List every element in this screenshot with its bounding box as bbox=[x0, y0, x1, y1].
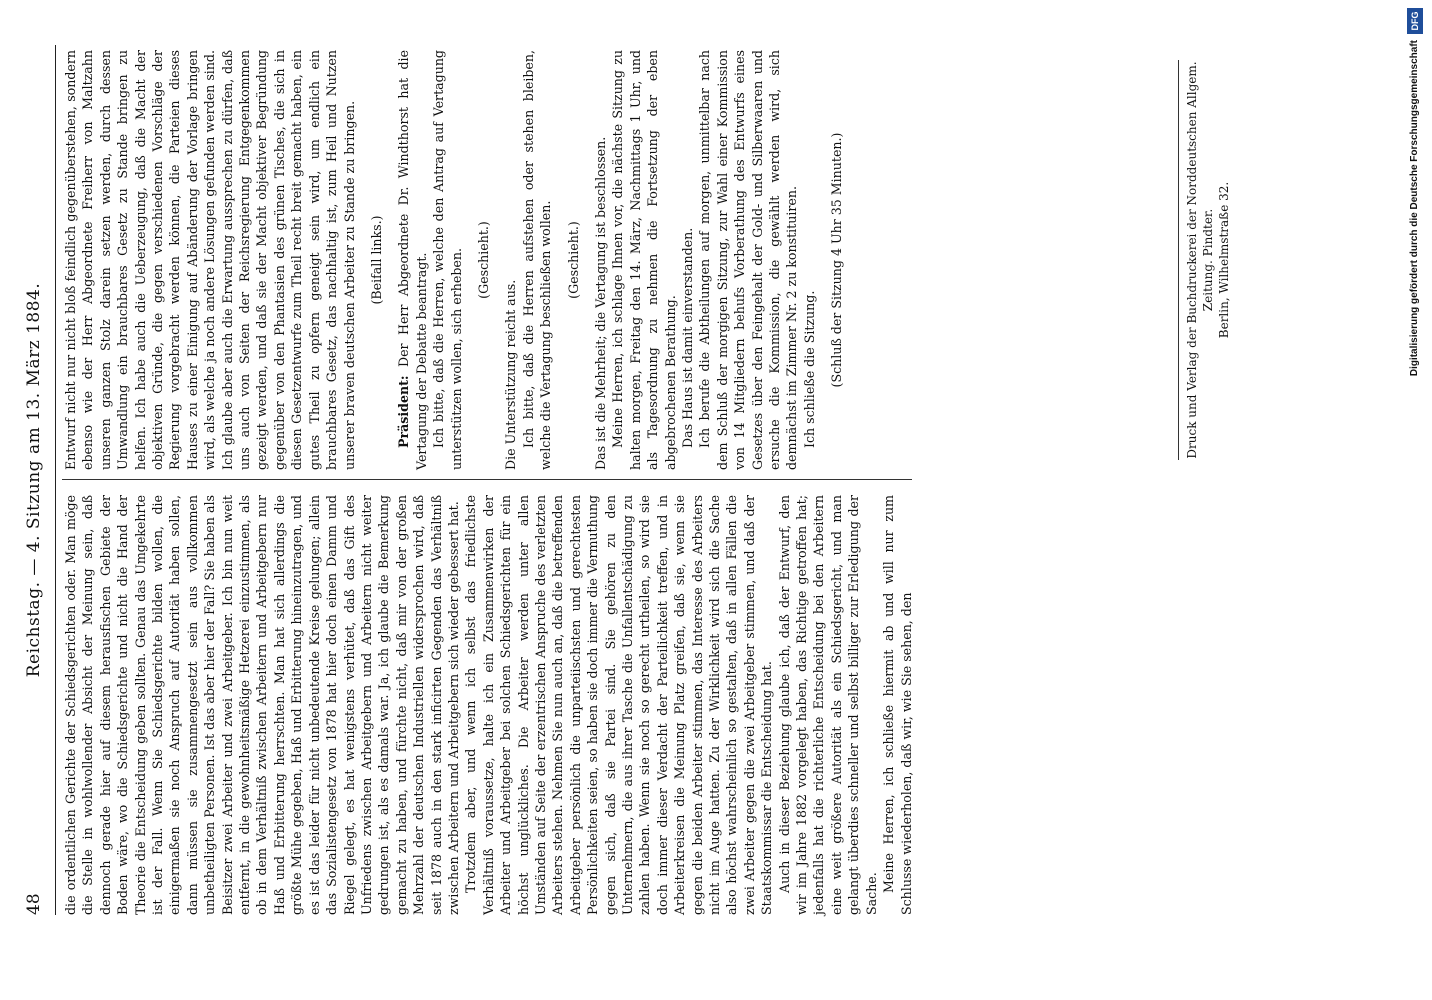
imprint-line-2: Berlin, Wilhelmstraße 32. bbox=[1217, 181, 1231, 339]
left-paragraph-4: Meine Herren, ich schließe hiermit ab und will nur zum Schlusse wiederholen, daß wir, wie Sie sehen, den bbox=[881, 495, 914, 915]
president-statement bbox=[395, 50, 430, 470]
printer-imprint bbox=[1184, 60, 1232, 460]
right-paragraph-5: Das ist die Mehrheit; die Vertagung ist beschlossen. bbox=[592, 136, 608, 470]
page-header bbox=[22, 45, 48, 915]
header-rule bbox=[55, 45, 56, 915]
column-divider bbox=[62, 479, 912, 480]
digitization-strip bbox=[1405, 0, 1429, 1000]
right-column bbox=[62, 50, 856, 470]
happens-note-1: (Geschieht.) bbox=[475, 221, 491, 299]
president-text: Der Herr Abgeordnete Dr. Windthorst hat die Vertagung der Debatte beantragt. bbox=[396, 50, 429, 470]
session-close-note: (Schluß der Sitzung 4 Uhr 35 Minuten.) bbox=[829, 132, 845, 388]
digitization-note: Digitalisierung gefördert durch die Deutsche Forschungsgemeinschaft bbox=[1409, 40, 1420, 377]
right-paragraph-6: Meine Herren, ich schlage Ihnen vor, die nächste Sitzung zu halten morgen, Freitag den 14. März, Nachmittags 1 Uhr, und als Tagesordnung zu nehmen die Fortsetzung der eben abgebrochenen Berathung. bbox=[610, 50, 678, 470]
page-number: 48 bbox=[24, 893, 44, 915]
speaker-label: Präsident: bbox=[396, 375, 412, 448]
left-paragraph-2: Trotzdem aber, und wenn ich selbst das friedlichste Verhältniß voraussetze, halte ich ein Zusammenwirken der Arbeiter und Arbeitgeber bei solchen Schiedsgerichten für ein höchst unglückliches. Die Arbeiter werden unter allen Umständen auf Seite der erzentrischen Anspruche des verletzten Arbeiters stehen. Nehmen Sie nun auch an, daß die betreffenden Arbeitgeber persönlich die unparteiischsten und gerechtesten Persönlichkeiten seien, so haben sie doch immer die Vermuthung gegen sich, daß sie Partei sind. Sie gehören zu den Unternehmern, die aus ihrer Tasche die Unfallentschädigung zu zahlen haben. Wenn sie noch so gerecht urtheilen, so wird sie doch immer dieser Verdacht der Parteilichkeit treffen, und in Arbeiterkreisen die Meinung Platz greifen, daß sie, wenn sie gegen die beiden Arbeiter stimmen, das Interesse des Arbeiters nicht im Auge hatten. Zu der Wirklichkeit wird sich die Sache also höchst wahrscheinlich so gestalten, daß in allen Fällen die zwei Arbeiter gegen die zwei Arbeitgeber stimmen, und daß der Staatskommissar die Entscheidung hat. bbox=[463, 495, 775, 915]
right-paragraph-9: Ich schließe die Sitzung. bbox=[801, 290, 817, 448]
right-paragraph-2: Ich bitte, daß die Herren, welche den Antrag auf Vertagung unterstützen wollen, sich erheben. bbox=[431, 50, 464, 470]
left-column bbox=[62, 495, 915, 915]
applause-note: (Beifall links.) bbox=[368, 215, 384, 305]
right-paragraph-7: Das Haus ist damit einverstanden. bbox=[680, 227, 695, 448]
left-paragraph-3: Auch in dieser Beziehung glaube ich, daß der Entwurf, den wir im Jahre 1882 vorgelegt haben, das Richtige getroffen hat; jedenfalls hat die richterliche Entscheidung bei den Arbeitern eine weit größere Autorität als ein Schiedsgericht, und man gelangt überdies schneller und selbst billiger zur Erledigung der Sache. bbox=[776, 495, 879, 915]
left-paragraph-1: die ordentlichen Gerichte der Schiedsgerichten oder. Man möge die Stelle in wohlwollender Absicht der Meinung sein, daß dennoch gerade hier auf diesem herausfischen Gebiete der Boden wäre, wo die Schiedsgerichte und nicht die Hand der Theorie die Entscheidung geben sollten. Genau das Umgekehrte ist der Fall. Wenn Sie Schiedsgerichte bilden wollen, die einigermaßen sie noch Anspruch auf Autorität haben sollen, dann müssen sie zusammengesetzt sein aus vollkommen unbetheiligten Personen. Ist das aber hier der Fall? Sie haben als Beisitzer zwei Arbeiter und zwei Arbeitgeber. Ich bin nun weit entfernt, in die gewohnheitsmäßige Hetzerei einzustimmen, als ob in dem Verhältniß zwischen Arbeitern und Arbeitgebern nur Haß und Erbitterung herrschten. Man hat sich allerdings die größte Mühe gegeben, Haß und Erbitterung hineinzutragen, und es ist das leider für nicht unbedeutende Kreise gelungen; allein das Sozialistengesetz von 1878 hat hier doch einen Damm und Riegel gelegt, es hat wenigstens verhütet, daß das Gift des Unfriedens zwischen Arbeitgebern und Arbeitern nicht weiter gedrungen ist, als es damals war. Ja, ich glaube die Bemerkung gemacht zu haben, und fürchte nicht, daß mir von der großen Mehrzahl der deutschen Industriellen widersprochen wird, daß seit 1878 auch in den stark inficirten Gegenden das Verhältniß zwischen Arbeitern und Arbeitgebern sich wieder gebessert hat. bbox=[63, 495, 461, 915]
page-title: Reichstag. — 4. Sitzung am 13. März 1884. bbox=[24, 282, 44, 678]
right-paragraph-8: Ich berufe die Abtheilungen auf morgen, unmittelbar nach dem Schluß der morgigen Sitzung, zur Wahl einer Kommission von 14 Mitgliedern behufs Vorberathung des Entwurfs eines Gesetzes über den Feingehalt der Gold- und Silberwaaren und ersuche die Kommission, die gewählt werden wird, sich demnächst im Zimmer Nr. 2 zu konstituiren. bbox=[697, 50, 800, 470]
imprint-rule bbox=[1178, 60, 1179, 460]
right-paragraph-4: Ich bitte, daß die Herren aufstehen oder stehen bleiben, welche die Vertagung beschließen wollen. bbox=[520, 50, 554, 470]
happens-note-2: (Geschieht.) bbox=[565, 221, 581, 299]
right-paragraph-1: Entwurf nicht nur nicht bloß feindlich gegenüberstehen, sondern ebenso wie der Herr Abgeordnete Freiherr von Maltzahn unseren ganzen Stolz darein setzen werden, durch dessen Umwandlung ein brauchbares Gesetz zu Stande bringen zu helfen. Ich habe auch die Ueberzeugung, daß die Macht der objektiven Gründe, die gegen verschiedenen Vorschläge der Regierung vorgebracht werden können, die Parteien dieses Hauses zu einer Einigung auf Abänderung der Vorlage bringen wird, als welche ja noch andere Lösungen gefunden werden sind. Ich glaube aber auch die Erwartung aussprechen zu dürfen, daß uns auch von Seiten der Reichsregierung Entgegenkommen gezeigt werden, und daß sie der Macht objektiver Begründung gegenüber von den Phantasien des grünen Tisches, die sich in diesen Gesetzentwurfe zum Theil recht breit gemacht haben, ein gutes Theil zu opfern geneigt sein wird, um endlich ein brauchbares Gesetz, das nachhaltig ist, zum Heil und Nutzen unserer braven deutschen Arbeiter zu Stande zu bringen. bbox=[63, 50, 357, 470]
right-paragraph-3: Die Unterstützung reicht aus. bbox=[503, 279, 519, 470]
imprint-line-1: Druck und Verlag der Buchdruckerei der Norddeutschen Allgem. Zeitung. Pindter. bbox=[1185, 61, 1215, 459]
dfg-logo: DFG bbox=[1407, 8, 1423, 34]
